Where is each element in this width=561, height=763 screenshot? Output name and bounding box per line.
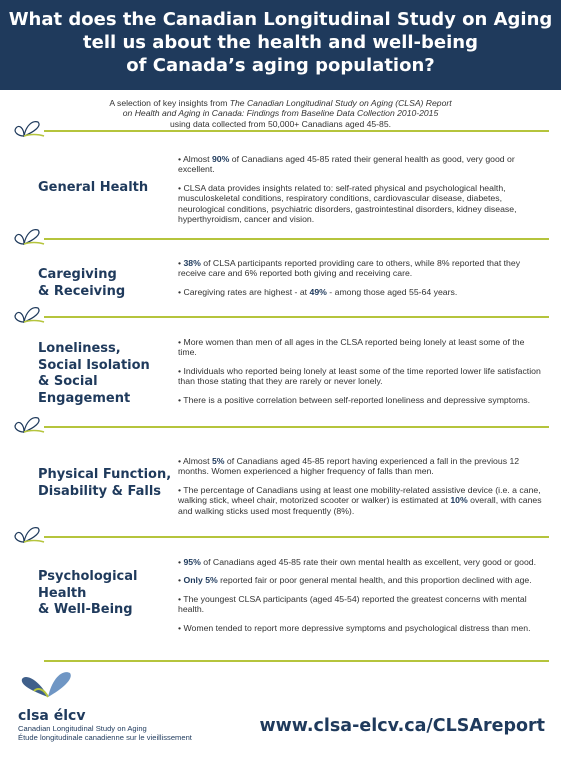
intro-prefix: A selection of key insights from	[109, 98, 230, 108]
section-divider	[44, 426, 549, 428]
bullet-text: of Canadians aged 45-85 report having experienced a fall in the previous 12 months. Women experienced a higher frequency of falls than men.	[178, 456, 520, 477]
bullet-highlight: 5%	[211, 456, 225, 466]
bullet-text: • Women tended to report more depressive symptoms and psychological distress than men.	[178, 622, 531, 633]
section-bullets	[178, 456, 543, 524]
section-butterfly	[10, 224, 48, 248]
bullet-text: of Canadians aged 45-85 rated their general health as good, very good or excellent.	[178, 154, 515, 175]
bullet-item	[178, 287, 543, 297]
section-bullets	[178, 337, 543, 413]
section-divider	[44, 536, 549, 538]
bullet-highlight: Only 5%	[183, 575, 218, 586]
section-title-line: Physical Function,	[38, 467, 172, 482]
section-divider	[44, 238, 549, 240]
intro-line-3: using data collected from 50,000+ Canadians aged 45-85.	[170, 118, 391, 129]
section-butterfly	[10, 302, 48, 326]
butterfly-icon	[10, 224, 48, 248]
section-butterfly	[10, 522, 48, 546]
section-title-line: Social Isolation	[38, 357, 150, 373]
bullet-text: •	[178, 258, 184, 268]
bullet-item	[178, 594, 543, 615]
intro-report-title: The Canadian Longitudinal Study on Aging (CLSA) Report	[229, 98, 452, 108]
intro-line-2: on Health and Aging in Canada: Findings from Baseline Data Collection 2010-2015	[122, 108, 439, 119]
section-title	[38, 467, 178, 500]
bullet-text: reported fair or poor general mental health, and this proportion declined with age.	[217, 575, 532, 586]
bullet-text: • There is a positive correlation between self-reported loneliness and depressive symptoms.	[178, 394, 531, 405]
bullet-item	[178, 575, 543, 585]
section-title-line: Caregiving	[38, 267, 117, 282]
butterfly-icon	[10, 522, 48, 546]
bullet-text: • Almost	[178, 154, 212, 164]
section-butterfly	[10, 412, 48, 436]
bullet-item	[178, 395, 543, 405]
section-title	[38, 569, 178, 619]
bullet-highlight: 95%	[183, 557, 201, 567]
section-bullets	[178, 154, 543, 232]
section-title	[38, 341, 178, 407]
bullet-text: • Caregiving rates are highest - at	[178, 286, 310, 297]
butterfly-icon	[10, 116, 48, 140]
bullet-item	[178, 456, 543, 477]
bullet-item	[178, 337, 543, 358]
section-title-line: Engagement	[38, 390, 131, 406]
bullet-highlight: 38%	[183, 258, 201, 268]
bullet-text: of CLSA participants reported providing care to others, while 8% reported that they receive care and 6% reported both giving and receiving care.	[178, 258, 521, 279]
section-title	[38, 180, 178, 197]
bullet-item	[178, 485, 543, 516]
section-title-line: & Social	[38, 374, 98, 389]
section-bullets	[178, 557, 543, 641]
section-title-line: General Health	[38, 180, 149, 195]
header-title-line-2: tell us about the health and well-being	[83, 32, 478, 53]
bullet-text: • The youngest CLSA participants (aged 45-54) reported the greatest concerns with mental health.	[178, 593, 527, 615]
bullet-highlight: 90%	[211, 154, 230, 164]
bullet-item	[178, 557, 543, 567]
bullet-highlight: 10%	[450, 495, 468, 506]
bullet-text: - among those aged 55-64 years.	[326, 286, 458, 297]
butterfly-icon	[10, 302, 48, 326]
bullet-text: • CLSA data provides insights related to: self-rated physical and psychological health, musculoskeletal conditions, respiratory conditions, cardiovascular disease, diabetes, neurological conditions, psychiatric disorders, gastrointestinal disorders, kidney disease, hyperthyroidism, cancer and vision.	[178, 182, 517, 225]
bullet-text: •	[178, 557, 184, 567]
header-banner	[0, 0, 561, 90]
bullet-text: • The percentage of Canadians using at least one mobility-related assistive device (i.e. a cane, walking stick, wheel chair, motorized scooter or walker) is estimated at	[178, 484, 541, 506]
header-title-line-3: of Canada’s aging population?	[126, 55, 435, 76]
bullet-text: •	[178, 575, 184, 586]
section-title-line: Health	[38, 585, 87, 601]
header-title-line-1: What does the Canadian Longitudinal Study on Aging	[8, 9, 553, 30]
section-divider	[44, 130, 549, 132]
bullet-item	[178, 154, 543, 175]
bullet-highlight: 49%	[309, 286, 327, 297]
bullet-text: • Individuals who reported being lonely at least some of the time reported lower life satisfaction than those stating that they are rarely or never lonely.	[178, 365, 541, 387]
section-title-line: Disability & Falls	[38, 483, 162, 499]
logo-subtitle-fr: Étude longitudinale canadienne sur le vieillissement	[18, 733, 192, 742]
bullet-item	[178, 366, 543, 387]
logo-subtitle-en: Canadian Longitudinal Study on Aging	[18, 724, 147, 733]
section-title-line: & Receiving	[38, 283, 126, 299]
bullet-text: overall, with canes and walking sticks used most frequently (8%).	[178, 495, 542, 516]
bullet-item	[178, 258, 543, 279]
section-title	[38, 267, 178, 300]
intro-text	[40, 98, 521, 129]
bullet-item	[178, 183, 543, 225]
section-butterfly	[10, 116, 48, 140]
footer-divider	[44, 660, 549, 662]
bullet-text: • Almost	[178, 456, 212, 466]
clsa-logo	[18, 667, 218, 742]
logo-wordmark: clsa élcv	[18, 708, 86, 724]
section-divider	[44, 316, 549, 318]
bullet-item	[178, 623, 543, 633]
bullet-text: of Canadians aged 45-85 rate their own mental health as excellent, very good or good.	[200, 557, 537, 567]
bullet-text: • More women than men of all ages in the CLSA reported being lonely at least some of the time.	[178, 337, 525, 358]
butterfly-icon	[10, 412, 48, 436]
section-title-line: & Well-Being	[38, 602, 133, 617]
section-title-line: Psychological	[38, 569, 138, 584]
report-url-link[interactable]: www.clsa-elcv.ca/CLSAreport	[259, 716, 545, 736]
butterfly-logo-icon	[18, 667, 78, 701]
section-bullets	[178, 258, 543, 305]
section-title-line: Loneliness,	[38, 341, 121, 356]
